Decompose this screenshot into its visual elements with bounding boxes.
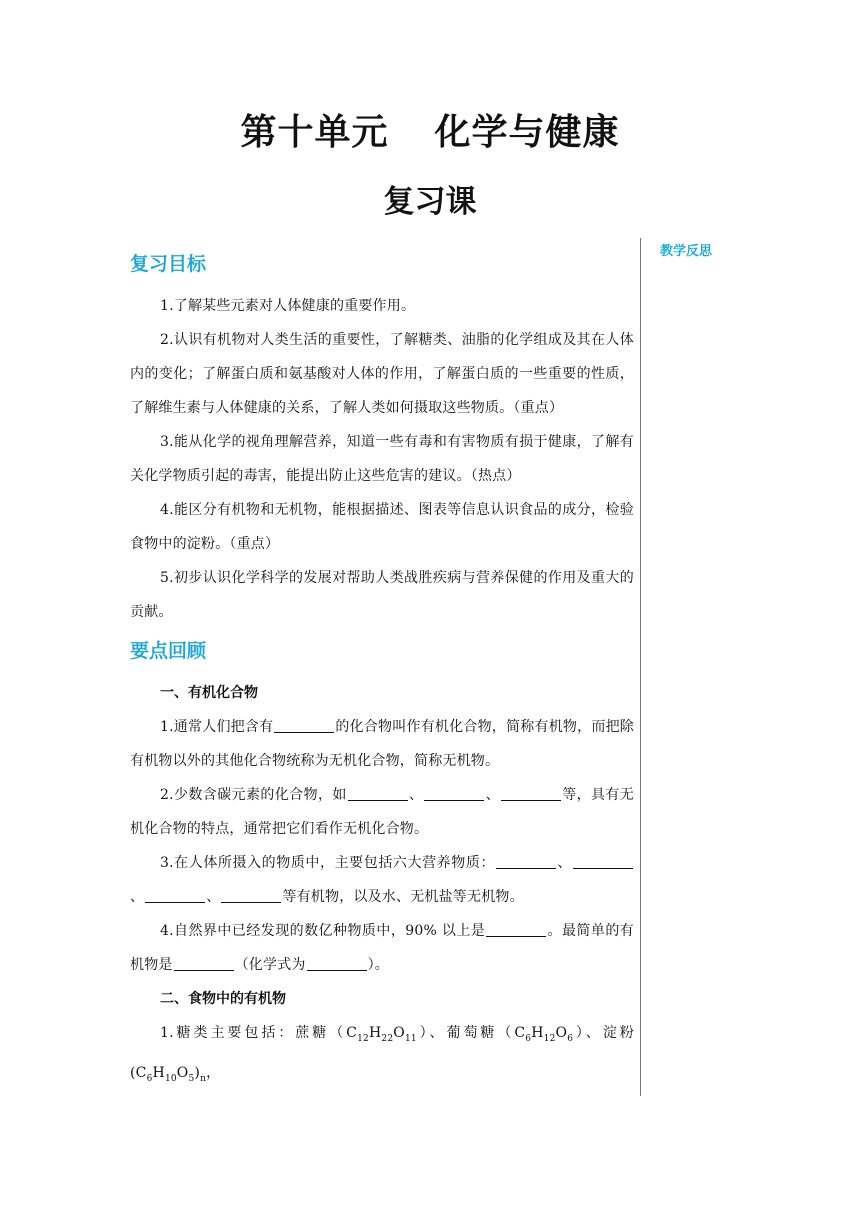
- fill-blank[interactable]: [348, 786, 408, 801]
- fill-blank[interactable]: [573, 854, 633, 869]
- review-item: 4.自然界中已经发现的数亿种物质中，90% 以上是 。最简单的有机物是 （化学式为 ）。: [130, 923, 634, 973]
- teaching-reflection-label: 教学反思: [660, 244, 713, 259]
- main-content: [130, 248, 634, 1096]
- goal-item: 2.认识有机物对人类生活的重要性，了解糖类、油脂的化学组成及其在人体内的变化；了解蛋白质和氨基酸对人体的作用，了解蛋白质的一些重要的性质，了解维生素与人体健康的关系，了解人类如何摄取这些物质。（重点）: [130, 332, 634, 416]
- section-heading-review: 要点回顾: [130, 640, 207, 662]
- goal-item: 4.能区分有机物和无机物，能根据描述、图表等信息认识食品的成分，检验食物中的淀粉。（重点）: [130, 502, 634, 552]
- fill-blank[interactable]: [496, 854, 556, 869]
- fill-blank[interactable]: [274, 718, 334, 733]
- goal-item: 5.初步认识化学科学的发展对帮助人类战胜疾病与营养保健的作用及重大的贡献。: [130, 570, 634, 620]
- page-title: [0, 104, 860, 155]
- goal-item: 3.能从化学的视角理解营养，知道一些有毒和有害物质有损于健康，了解有关化学物质引起的毒害，能提出防止这些危害的建议。（热点）: [130, 434, 634, 484]
- page-subtitle: 复习课: [383, 184, 477, 220]
- review-item: 1.糖类主要包括：蔗糖$(C_{12}H_{22}O_{11})$、葡萄糖$(C_6H_{12}O_6)$、淀粉$(C_6H_{10}O_5)_n$，: [130, 1025, 634, 1084]
- fill-blank[interactable]: [174, 956, 234, 971]
- title-unit: 第十单元: [240, 112, 389, 153]
- subsection-heading: 二、食物中的有机物: [160, 991, 286, 1007]
- review-item: 1.通常人们把含有 的化合物叫作有机化合物，简称有机物，而把除有机物以外的其他化合物统称为无机化合物，简称无机物。: [130, 719, 634, 769]
- goal-item: 1.了解某些元素对人体健康的重要作用。: [160, 298, 416, 314]
- fill-blank[interactable]: [424, 786, 484, 801]
- fill-blank[interactable]: [221, 888, 281, 903]
- section-heading-goals: 复习目标: [130, 253, 207, 275]
- fill-blank[interactable]: [501, 786, 561, 801]
- review-item: 2.少数含碳元素的化合物，如 、 、 等，具有无机化合物的特点，通常把它们看作无机化合物。: [130, 787, 635, 837]
- fill-blank[interactable]: [486, 922, 546, 937]
- subsection-heading: 一、有机化合物: [160, 685, 258, 701]
- margin-divider: [640, 238, 641, 1096]
- fill-blank[interactable]: [145, 888, 205, 903]
- review-item: 3.在人体所摄入的物质中，主要包括六大营养物质： 、、 、 等有机物，以及水、无机盐等无机物。: [130, 846, 634, 914]
- title-topic: 化学与健康: [434, 112, 620, 153]
- fill-blank[interactable]: [307, 956, 367, 971]
